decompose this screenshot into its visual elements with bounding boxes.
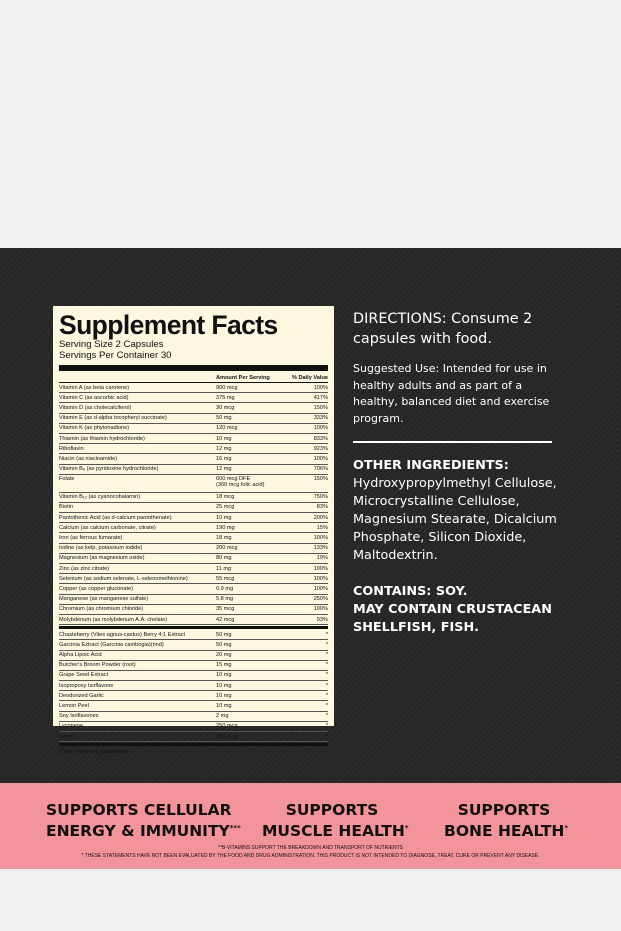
nutrient-name: Chasteberry (Vitex agnus-castus) Berry 4:1 Extract <box>59 631 186 638</box>
nutrient-dv: 833% <box>313 435 328 442</box>
nutrient-dv: 19% <box>316 555 328 562</box>
nutrient-dv: 417% <box>313 394 328 401</box>
nutrient-name: Magnesium (as magnesium oxide) <box>59 555 145 562</box>
nutrient-amount-value: 25 mcg <box>216 504 235 511</box>
nutrient-amount-value: 50 mg <box>216 415 232 422</box>
nutrient-amount <box>216 662 278 668</box>
nutrient-amount <box>216 703 278 709</box>
nutrient-row <box>59 383 328 393</box>
nutrient-dv: * <box>325 641 328 648</box>
nutrient-dv: * <box>325 713 328 720</box>
nutrient-name: Vitamin B₆ (as pyridoxine hydrochloride) <box>59 466 159 473</box>
nutrient-name: Lutein <box>59 733 75 740</box>
nutrient-name: Riboflavin <box>59 445 84 452</box>
divider <box>353 441 552 443</box>
nutrient-amount <box>216 425 278 431</box>
nutrient-amount <box>216 476 278 488</box>
nutrient-amount <box>216 545 278 551</box>
nutrient-row <box>59 615 328 625</box>
nutrient-name: Lycopene <box>59 723 84 730</box>
nutrient-dv: 100% <box>313 575 328 582</box>
nutrient-dv: * <box>325 662 328 669</box>
nutrient-dv: 93% <box>316 616 328 623</box>
nutrient-dv: * <box>325 652 328 659</box>
nutrient-dv: 750% <box>313 494 328 501</box>
nutrient-row <box>59 393 328 403</box>
nutrient-amount <box>216 395 278 401</box>
nutrient-dv: 100% <box>313 606 328 613</box>
amount-header: Amount Per Serving <box>216 374 270 381</box>
nutrient-amount <box>216 642 278 648</box>
facts-title: Supplement Facts <box>59 310 278 340</box>
nutrient-amount <box>216 385 278 391</box>
nutrient-amount <box>216 734 278 740</box>
claim-energy-immunity <box>46 801 241 841</box>
nutrient-row <box>59 533 328 543</box>
nutrient-amount-value: 375 mg <box>216 394 235 401</box>
nutrient-dv: 706% <box>313 466 328 473</box>
nutrient-dv: * <box>325 703 328 710</box>
nutrient-amount-value: 16 mg <box>216 455 232 462</box>
claim2-mark: * <box>404 824 409 832</box>
nutrient-row <box>59 732 328 742</box>
claim1-line1: SUPPORTS CELLULAR <box>46 801 232 819</box>
nutrient-amount <box>216 466 278 472</box>
nutrient-amount-value: 250 mcg <box>216 723 238 730</box>
facts-header <box>59 373 328 383</box>
nutrient-row <box>59 424 328 434</box>
contains-soy: CONTAINS: SOY. <box>353 584 468 599</box>
nutrient-name: Zinc (as zinc citrate) <box>59 565 110 572</box>
nutrient-row <box>59 544 328 554</box>
thick-rule <box>59 365 328 371</box>
nutrient-dv: * <box>325 682 328 689</box>
nutrient-amount <box>216 446 278 452</box>
nutrient-amount <box>216 713 278 719</box>
nutrient-amount-value: 20 mg <box>216 652 232 659</box>
nutrient-dv: 100% <box>313 455 328 462</box>
claim3-line2: BONE HEALTH <box>444 822 565 841</box>
nutrient-amount-value: 50 mg <box>216 631 232 638</box>
nutrient-amount-value: 30 mcg <box>216 404 235 411</box>
servings-per-container: Servings Per Container 30 <box>59 349 172 361</box>
dv-footnote: *Daily Value not established. <box>59 749 130 756</box>
nutrient-amount <box>216 566 278 572</box>
nutrient-dv: 83% <box>316 504 328 511</box>
section-rule <box>59 626 328 629</box>
nutrient-name: Niacin (as niacinamide) <box>59 455 118 462</box>
nutrient-amount-value: 10 mg <box>216 692 232 699</box>
nutrient-amount-value: 10 mg <box>216 703 232 710</box>
nutrient-amount <box>216 535 278 541</box>
nutrient-amount <box>216 494 278 500</box>
nutrient-amount <box>216 683 278 689</box>
nutrient-dv: 100% <box>313 565 328 572</box>
nutrient-amount <box>216 672 278 678</box>
nutrient-dv: 133% <box>313 545 328 552</box>
claim3-line1: SUPPORTS <box>457 801 551 819</box>
nutrient-amount <box>216 723 278 729</box>
nutrient-name: Vitamin A (as beta carotene) <box>59 384 130 391</box>
nutrient-name: Selenium (as sodium selenate, L-selenomethionine) <box>59 575 188 582</box>
nutrient-amount <box>216 586 278 592</box>
claim1-line2: ENERGY & IMMUNITY <box>46 822 230 841</box>
nutrient-amount-value: 50 mg <box>216 641 232 648</box>
nutrient-amount-value: 42 mcg <box>216 616 235 623</box>
nutrient-name: Pantothenic Acid (as d-calcium pantothenate) <box>59 514 172 521</box>
nutrient-dv: 333% <box>313 415 328 422</box>
nutrient-amount-value: 55 mcg <box>216 575 235 582</box>
nutrient-row <box>59 691 328 701</box>
claim2-line2: MUSCLE HEALTH <box>262 822 405 841</box>
nutrient-amount <box>216 606 278 612</box>
nutrient-amount-value: 200 mcg <box>216 545 238 552</box>
serving-size: Serving Size 2 Capsules <box>59 339 164 350</box>
nutrient-amount-value: 12 mg <box>216 466 232 473</box>
nutrient-dv: * <box>325 723 328 730</box>
nutrient-row <box>59 712 328 722</box>
nutrient-amount-value: 18 mg <box>216 535 232 542</box>
nutrient-amount <box>216 555 278 561</box>
nutrient-amount <box>216 436 278 442</box>
other-ingredients-text: Hydroxypropylmethyl Cellulose, Microcrystalline Cellulose, Magnesium Stearate, Dicalcium Phosphate, Silicon Dioxide, Maltodextrin. <box>353 476 557 563</box>
nutrient-row <box>59 465 328 475</box>
nutrient-name: Thiamin (as thiamin hydrochloride) <box>59 435 145 442</box>
nutrient-row <box>59 681 328 691</box>
nutrient-name: Grape Seed Extract <box>59 672 109 679</box>
nutrient-name: Iodine (as kelp, potassium iodide) <box>59 545 143 552</box>
nutrient-name: Soy Isoflavones <box>59 713 99 720</box>
claim-muscle-health <box>262 801 409 841</box>
claim3-mark: * <box>564 824 569 832</box>
nutrient-amount-value: 35 mcg <box>216 606 235 613</box>
nutrient-dv: 100% <box>313 535 328 542</box>
nutrient-name: Folate <box>59 475 75 482</box>
nutrient-amount-value: 0.9 mg <box>216 585 234 592</box>
nutrient-name: Deodorized Garlic <box>59 692 104 699</box>
nutrient-dv: 15% <box>316 524 328 531</box>
fda-disclaimer: * THESE STATEMENTS HAVE NOT BEEN EVALUATED BY THE FOOD AND DRUG ADMINISTRATION. THIS PRODUCT IS NOT INTENDED TO DIAGNOSE, TREAT, CURE OR PREVENT ANY DISEASE. <box>81 853 540 859</box>
nutrient-name: Calcium (as calcium carbonate, citrate) <box>59 524 156 531</box>
nutrient-name: Molybdenum (as molybdenum A.A. chelate) <box>59 616 168 623</box>
nutrient-amount <box>216 617 278 623</box>
nutrient-row <box>59 554 328 564</box>
nutrient-row <box>59 722 328 732</box>
nutrient-row <box>59 523 328 533</box>
nutrient-amount <box>216 596 278 602</box>
nutrient-dv: 150% <box>313 404 328 411</box>
nutrient-amount-value: 10 mg <box>216 435 232 442</box>
nutrient-amount <box>216 576 278 582</box>
nutrient-dv: 100% <box>313 384 328 391</box>
claim-bone-health <box>444 801 569 841</box>
other-rows <box>59 630 328 742</box>
nutrient-dv: 250% <box>313 596 328 603</box>
nutrient-row <box>59 513 328 523</box>
directions-title: DIRECTIONS: Consume 2 capsules with food. <box>353 311 533 347</box>
nutrient-name: Manganese (as manganese sulfate) <box>59 596 149 603</box>
nutrient-row <box>59 584 328 594</box>
nutrient-name: Iron (as ferrous fumarate) <box>59 535 123 542</box>
nutrient-row <box>59 701 328 711</box>
nutrient-dv: * <box>325 692 328 699</box>
nutrient-name: Vitamin D (as cholecalciferol) <box>59 404 132 411</box>
vitamin-rows <box>59 383 328 625</box>
nutrient-dv: 100% <box>313 585 328 592</box>
nutrient-amount-value: 900 mcg <box>216 384 238 391</box>
nutrient-name: Vitamin B₁₂ (as cyanocobalamin) <box>59 494 141 501</box>
nutrient-dv: 200% <box>313 514 328 521</box>
suggested-use: Suggested Use: Intended for use in healthy adults and as part of a healthy, balanced diet and exercise program. <box>353 362 550 425</box>
nutrient-amount <box>216 504 278 510</box>
claims-banner <box>0 783 621 869</box>
nutrient-row <box>59 493 328 503</box>
nutrient-dv: * <box>325 631 328 638</box>
nutrient-row <box>59 403 328 413</box>
directions-block <box>353 309 568 637</box>
nutrient-amount-value: 10 mg <box>216 682 232 689</box>
nutrient-name: Chromium (as chromium chloride) <box>59 606 144 613</box>
supplement-facts-panel <box>53 306 334 756</box>
nutrient-row <box>59 414 328 424</box>
nutrient-row <box>59 444 328 454</box>
nutrient-dv: * <box>325 672 328 679</box>
nutrient-dv: 923% <box>313 445 328 452</box>
nutrient-name: Biotin <box>59 504 73 511</box>
nutrient-amount-value: 10 mg <box>216 514 232 521</box>
nutrient-amount-value: 600 mcg DFE <box>216 475 251 482</box>
b-vitamins-note: **B-VITAMINS SUPPORT THE BREAKDOWN AND TRANSPORT OF NUTRIENTS <box>218 845 403 851</box>
nutrient-row <box>59 475 328 493</box>
nutrient-amount <box>216 405 278 411</box>
nutrient-dv: 100% <box>313 425 328 432</box>
nutrient-amount <box>216 693 278 699</box>
claim2-line1: SUPPORTS <box>285 801 379 819</box>
nutrient-row <box>59 574 328 584</box>
nutrient-amount-value: 2 mg <box>216 713 229 720</box>
nutrient-name: Isopropoxy Isoflavone <box>59 682 114 689</box>
nutrient-dv: * <box>325 733 328 740</box>
nutrient-amount-value: 12 mg <box>216 445 232 452</box>
nutrient-row <box>59 630 328 640</box>
nutrient-amount-value: 10 mg <box>216 672 232 679</box>
nutrient-amount-value: 250 mcg <box>216 733 238 740</box>
nutrient-row <box>59 564 328 574</box>
nutrient-name: Alpha Lipoic Acid <box>59 652 102 659</box>
nutrient-row <box>59 640 328 650</box>
nutrient-amount-value: 80 mg <box>216 555 232 562</box>
nutrient-amount-value: 120 mcg <box>216 425 238 432</box>
nutrient-row <box>59 671 328 681</box>
nutrient-amount <box>216 415 278 421</box>
other-ingredients-heading: OTHER INGREDIENTS: <box>353 458 509 473</box>
nutrient-row <box>59 595 328 605</box>
nutrient-name: Vitamin C (as ascorbic acid) <box>59 394 129 401</box>
nutrient-row <box>59 503 328 513</box>
nutrient-row <box>59 454 328 464</box>
nutrient-amount <box>216 632 278 638</box>
nutrient-amount <box>216 525 278 531</box>
nutrient-amount-value: 15 mg <box>216 662 232 669</box>
nutrient-amount-value: 190 mg <box>216 524 235 531</box>
nutrient-name: Vitamin K (as phytonadione) <box>59 425 130 432</box>
nutrient-amount-value: 5.8 mg <box>216 596 234 603</box>
nutrient-name: Butcher's Broom Powder (root) <box>59 662 136 669</box>
nutrient-name: Garcinia Extract (Garcinia cambogia)(rind) <box>59 641 164 648</box>
nutrient-amount-value: 18 mcg <box>216 494 235 501</box>
nutrient-name: Lemon Peel <box>59 703 89 710</box>
nutrient-name: Vitamin E (as d-alpha tocopheryl succinate) <box>59 415 167 422</box>
nutrient-amount <box>216 515 278 521</box>
nutrient-row <box>59 434 328 444</box>
bottom-rule <box>59 743 328 746</box>
nutrient-amount-value: 11 mg <box>216 565 232 572</box>
nutrient-row <box>59 651 328 661</box>
nutrient-dv: 150% <box>313 475 328 482</box>
nutrient-amount <box>216 652 278 658</box>
allergen-warning: MAY CONTAIN CRUSTACEAN SHELLFISH, FISH. <box>353 602 552 635</box>
nutrient-row <box>59 605 328 615</box>
nutrient-row <box>59 661 328 671</box>
nutrient-amount <box>216 456 278 462</box>
claim1-mark: *** <box>229 824 241 832</box>
dv-header: % Daily Value <box>291 374 328 381</box>
nutrient-amount-note: (360 mcg folic acid) <box>216 481 265 488</box>
nutrient-name: Copper (as copper gluconate) <box>59 585 134 592</box>
